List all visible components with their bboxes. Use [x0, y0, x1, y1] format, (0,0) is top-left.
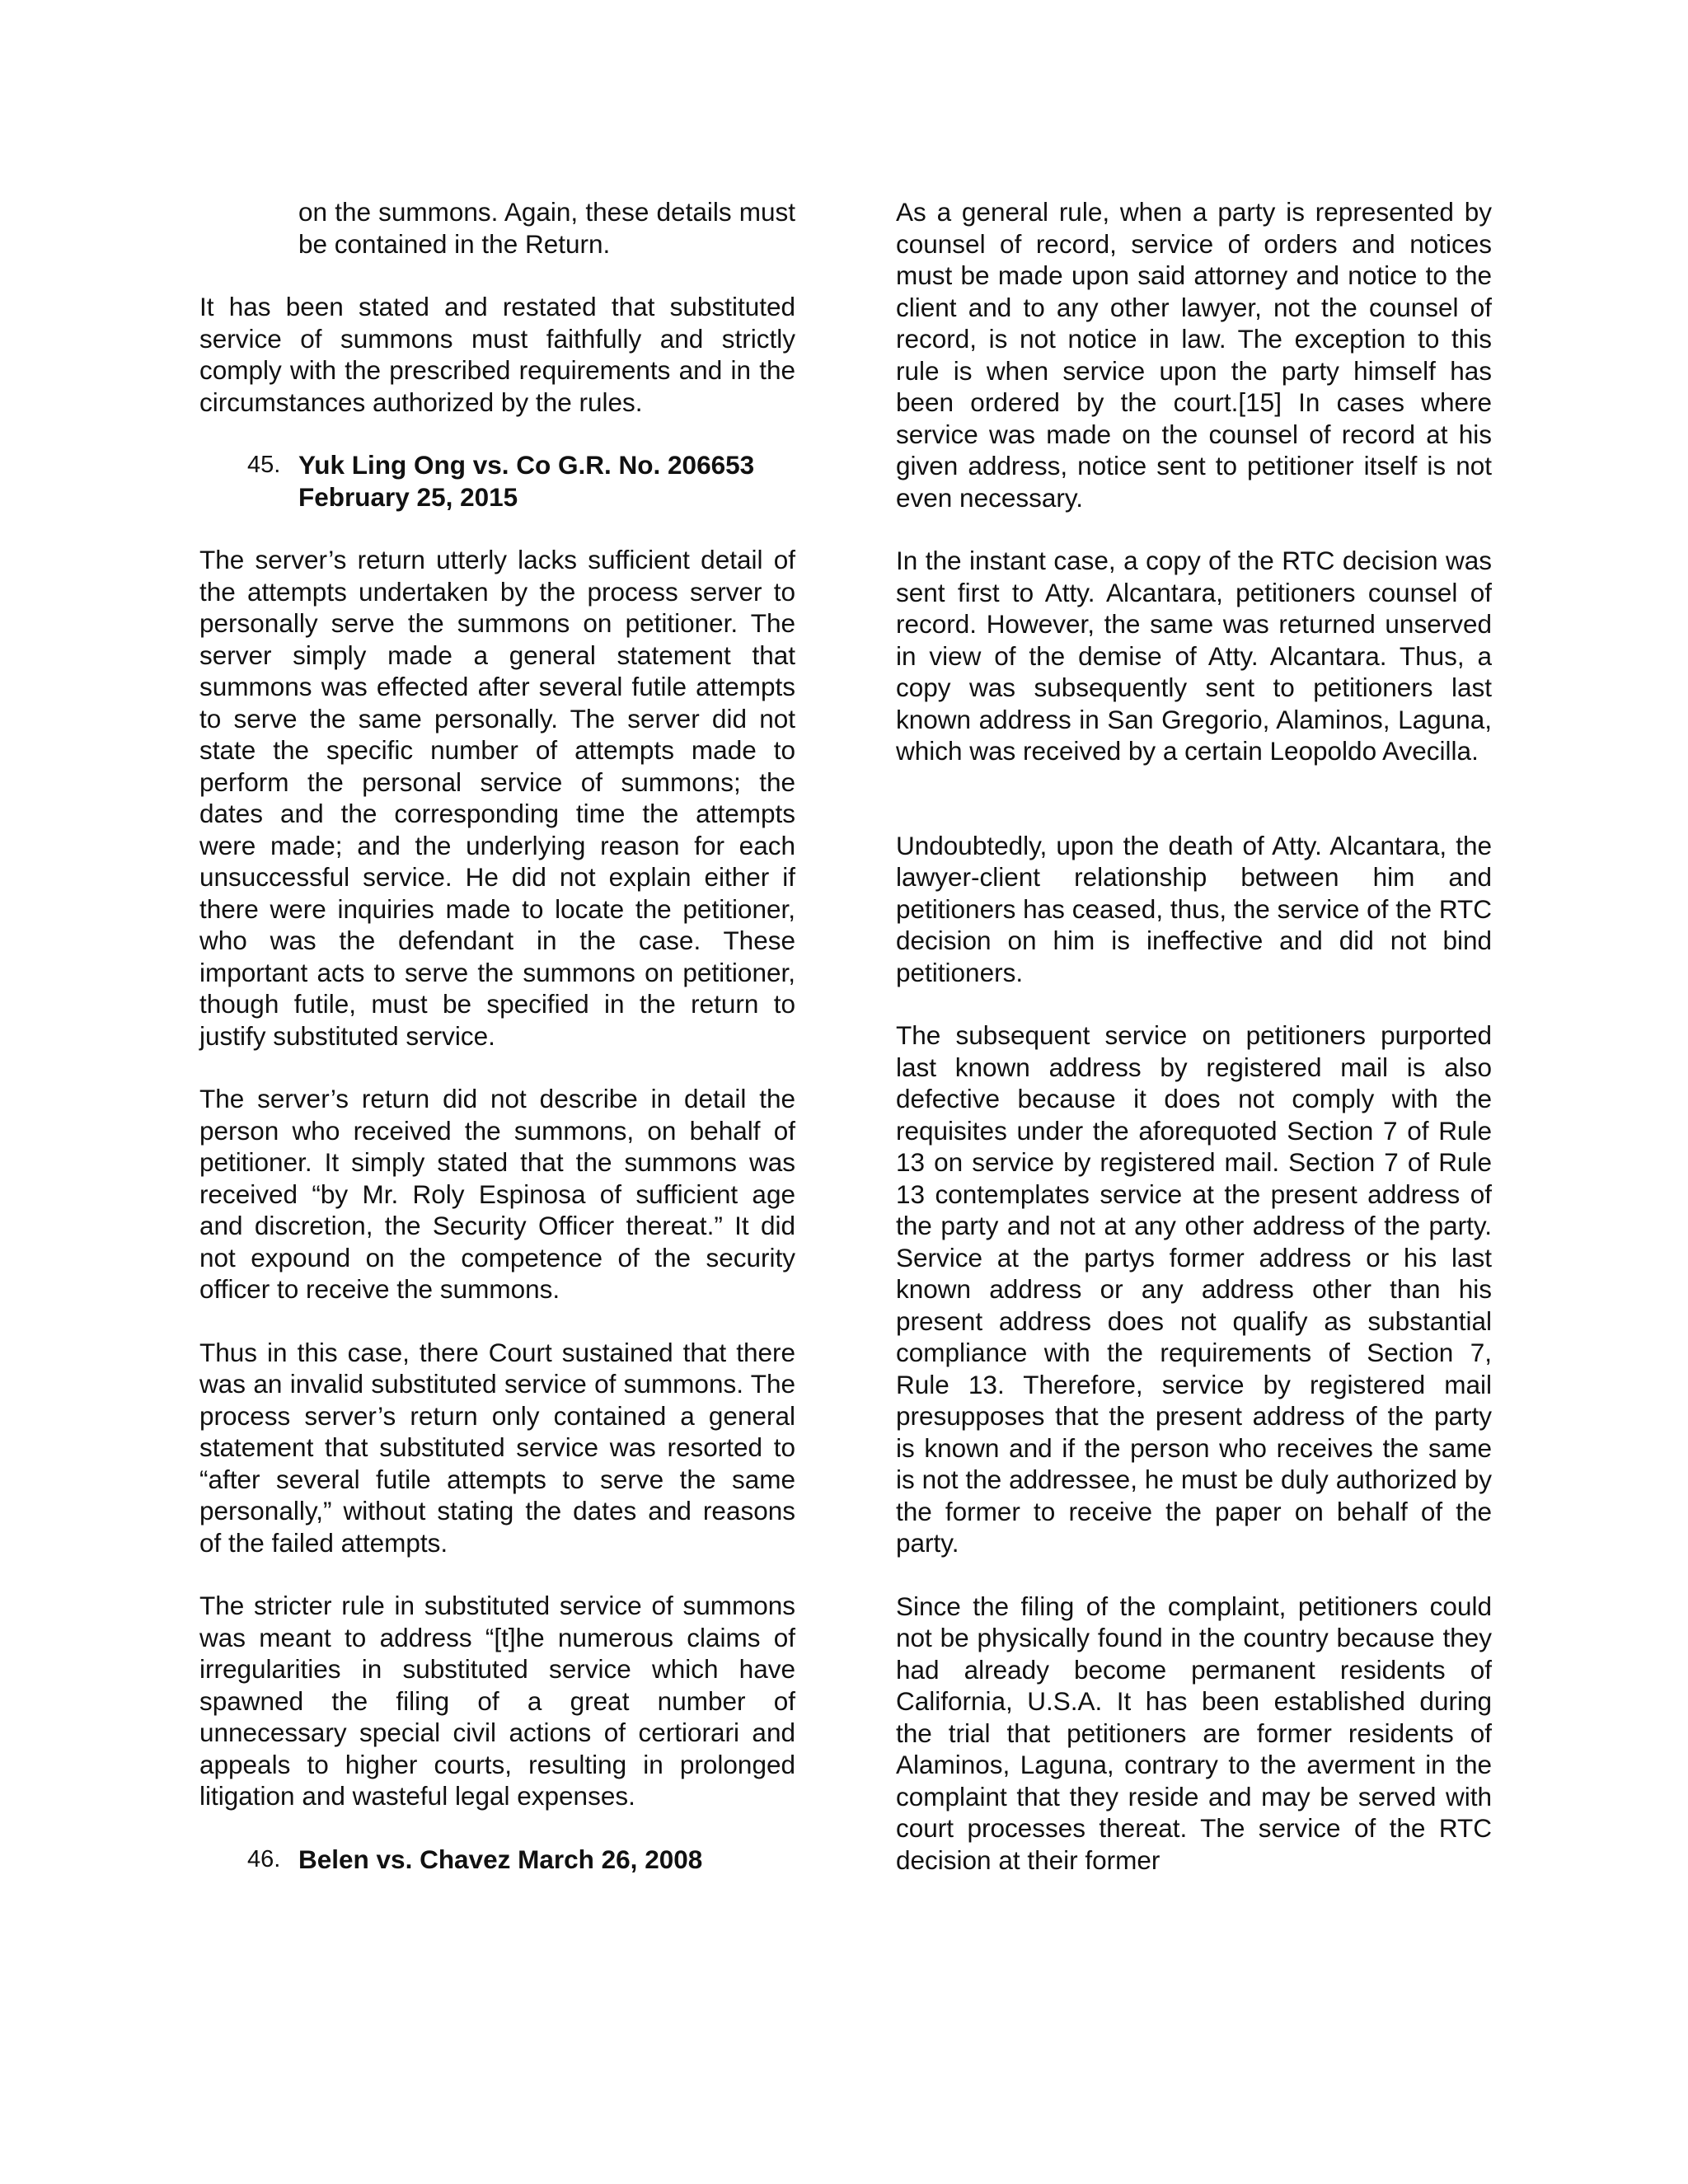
case-number-46: 46. [247, 1845, 281, 1872]
paragraph-spacer [896, 799, 1492, 830]
right-paragraph-1: As a general rule, when a party is represented by counsel of record, service of orders and notices must be made upon said attorney and notice to the client and to any other lawyer, not the counsel of record, is not notice in law. The exception to this rule is when service upon the party himself has been ordered by the court.[15] In cases where service was made on the counsel of record at his given address, notice sent to petitioner itself is not even necessary. [896, 197, 1492, 513]
left-paragraph-1: on the summons. Again, these details must be contained in the Return. [298, 197, 795, 259]
right-paragraph-5: Since the filing of the complaint, petitioners could not be physically found in the country because they had already become permanent residents of California, U.S.A. It has been established during the trial that petitioners are former residents of Alaminos, Laguna, contrary to the averment in the complaint that they reside and may be served with court processes thereat. The service of the RTC decision at their former [896, 1591, 1492, 1875]
left-paragraph-6: The stricter rule in substituted service of summons was meant to address “[t]he numerous claims of irregularities in substituted service which have spawned the filing of a great number of unnecessary special civil actions of certiorari and appeals to higher courts, resulting in prolonged litigation and wasteful legal expenses. [199, 1591, 795, 1811]
right-paragraph-3: Undoubtedly, upon the death of Atty. Alcantara, the lawyer-client relationship between him and petitioners has ceased, thus, the service of the RTC decision on him is ineffective and did not bind petitioners. [896, 830, 1492, 987]
case-number-45: 45. [247, 452, 281, 478]
left-paragraph-3: The server’s return utterly lacks sufficient detail of the attempts undertaken by the process server to personally serve the summons on petitioner. The server simply made a general statement that summons was effected after several futile attempts to serve the same personally. The server did not state the specific number of attempts made to perform the personal service of summons; the dates and the corresponding time the attempts were made; and the underlying reason for each unsuccessful service. He did not explain either if there were inquiries made to locate the petitioner, who was the defendant in the case. These important acts to serve the summons on petitioner, though futile, must be specified in the return to justify substituted service. [199, 545, 795, 1051]
case-heading-46 [199, 1844, 795, 1876]
case-title-45: Yuk Ling Ong vs. Co G.R. No. 206653 February 25, 2015 [298, 450, 755, 512]
case-heading-45 [199, 449, 795, 513]
left-paragraph-2: It has been stated and restated that substituted service of summons must faithfully and strictly comply with the prescribed requirements and in the circumstances authorized by the rules. [199, 292, 795, 417]
right-paragraph-2: In the instant case, a copy of the RTC decision was sent first to Atty. Alcantara, petitioners counsel of record. However, the same was returned unserved in view of the demise of Atty. Alcantara. Thus, a copy was subsequently sent to petitioners last known address in San Gregorio, Alaminos, Laguna, which was received by a certain Leopoldo Avecilla. [896, 546, 1492, 766]
case-title-46: Belen vs. Chavez March 26, 2008 [298, 1844, 703, 1874]
left-paragraph-4: The server’s return did not describe in detail the person who received the summons, on behalf of petitioner. It simply stated that the summons was received “by Mr. Roly Espinosa of sufficient age and discretion, the Security Officer thereat.” It did not expound on the competence of the security officer to receive the summons. [199, 1084, 795, 1304]
left-paragraph-5: Thus in this case, there Court sustained that there was an invalid substituted service of summons. The process server’s return only contained a general statement that substituted service was resorted to “after several futile attempts to serve the same personally,” without stating the dates and reasons of the failed attempts. [199, 1337, 795, 1558]
right-paragraph-4: The subsequent service on petitioners purported last known address by registered mail is also defective because it does not comply with the requisites under the aforequoted Section 7 of Rule 13 on service by registered mail. Section 7 of Rule 13 contemplates service at the present address of the party and not at any other address of the party. Service at the partys former address or his last known address or any address other than his present address does not qualify as substantial compliance with the requirements of Section 7, Rule 13. Therefore, service by registered mail presupposes that the present address of the party is known and if the person who receives the same is not the addressee, he must be duly authorized by the former to receive the paper on behalf of the party. [896, 1020, 1492, 1558]
right-column [896, 196, 1492, 1907]
left-column [199, 196, 795, 1906]
